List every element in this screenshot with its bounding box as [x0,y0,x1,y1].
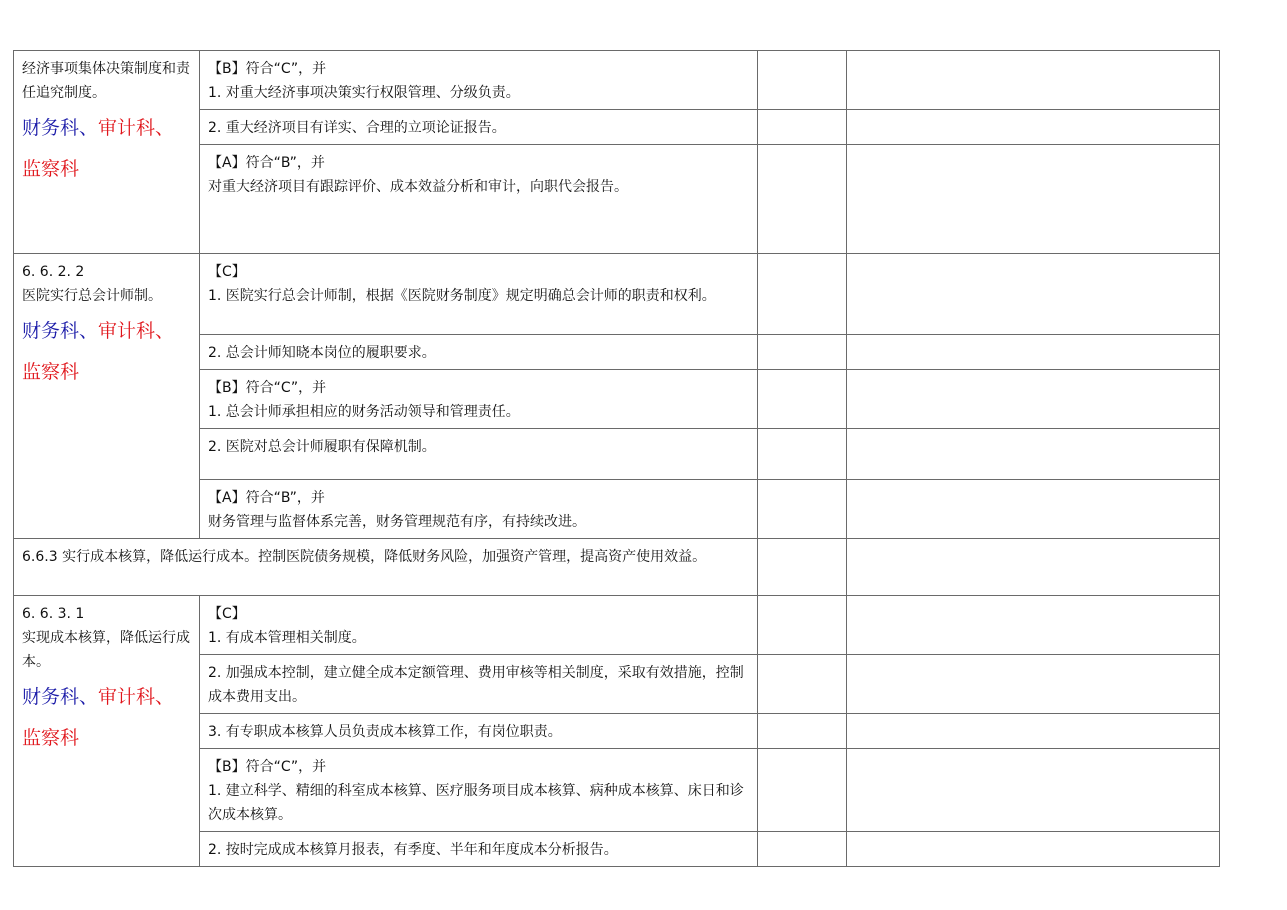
criteria-line: 【B】符合“C”，并 [208,380,327,396]
remark-cell [847,370,1220,429]
department-label [22,308,191,355]
criteria-cell [200,596,758,655]
dept-finance: 财务科、 [22,320,99,342]
score-cell [758,714,847,749]
criteria-line: 【B】符合“C”，并 [208,61,327,77]
table-row [14,596,1220,655]
score-cell [758,335,847,370]
criteria-line: 2. 重大经济项目有详实、合理的立项论证报告。 [208,120,506,136]
score-cell [758,596,847,655]
remark-cell [847,145,1220,254]
item-code: 6. 6. 3. 1 [22,606,85,622]
dept-audit: 审计科、 [98,320,175,342]
remark-cell [847,539,1220,596]
item-cell [14,254,200,539]
dept-audit: 审计科、 [98,686,175,708]
dept-finance: 财务科、 [22,117,99,139]
item-code: 6. 6. 2. 2 [22,264,85,280]
remark-cell [847,110,1220,145]
criteria-line: 对重大经济项目有跟踪评价、成本效益分析和审计，向职代会报告。 [208,179,628,195]
remark-cell [847,254,1220,335]
remark-cell [847,749,1220,832]
item-cell [14,596,200,867]
score-cell [758,832,847,867]
table-row [14,51,1220,110]
score-cell [758,429,847,480]
criteria-line: 2. 加强成本控制，建立健全成本定额管理、费用审核等相关制度，采取有效措施，控制成本费用支出。 [208,665,744,705]
item-text: 经济事项集体决策制度和责任追究制度。 [22,61,190,101]
score-cell [758,145,847,254]
score-cell [758,51,847,110]
score-cell [758,539,847,596]
score-cell [758,749,847,832]
criteria-line: 2. 医院对总会计师履职有保障机制。 [208,439,436,455]
criteria-line: 财务管理与监督体系完善，财务管理规范有序，有持续改进。 [208,514,586,530]
remark-cell [847,596,1220,655]
criteria-cell [200,110,758,145]
criteria-line: 3. 有专职成本核算人员负责成本核算工作，有岗位职责。 [208,724,562,740]
criteria-line: 【A】符合“B”，并 [208,155,325,171]
remark-cell [847,832,1220,867]
score-cell [758,110,847,145]
dept-audit: 审计科、 [98,117,175,139]
criteria-line: 【B】符合“C”，并 [208,759,327,775]
criteria-line: 1. 总会计师承担相应的财务活动领导和管理责任。 [208,404,520,420]
score-cell [758,655,847,714]
item-cell [14,51,200,254]
dept-supervision: 监察科 [22,158,80,180]
remark-cell [847,714,1220,749]
dept-supervision: 监察科 [22,727,80,749]
criteria-cell [200,480,758,539]
remark-cell [847,480,1220,539]
score-cell [758,480,847,539]
section-header: 6.6.3 实行成本核算，降低运行成本。控制医院债务规模，降低财务风险，加强资产管理，提高资产使用效益。 [14,539,758,596]
item-text: 实现成本核算，降低运行成本。 [22,630,190,670]
criteria-cell [200,51,758,110]
standards-table [13,50,1220,867]
criteria-line: 【A】符合“B”，并 [208,490,325,506]
criteria-cell [200,254,758,335]
criteria-line: 2. 按时完成成本核算月报表，有季度、半年和年度成本分析报告。 [208,842,618,858]
item-text: 医院实行总会计师制。 [22,288,162,304]
criteria-cell [200,145,758,254]
criteria-line: 1. 医院实行总会计师制，根据《医院财务制度》规定明确总会计师的职责和权利。 [208,288,716,304]
criteria-cell [200,749,758,832]
remark-cell [847,429,1220,480]
department-label [22,105,191,152]
score-cell [758,370,847,429]
criteria-cell [200,335,758,370]
criteria-cell [200,429,758,480]
criteria-cell [200,370,758,429]
remark-cell [847,655,1220,714]
table-row [14,539,1220,596]
criteria-cell [200,714,758,749]
criteria-cell [200,832,758,867]
criteria-line: 2. 总会计师知晓本岗位的履职要求。 [208,345,436,361]
score-cell [758,254,847,335]
criteria-line: 【C】 [208,606,246,622]
criteria-line: 1. 有成本管理相关制度。 [208,630,366,646]
criteria-line: 1. 对重大经济事项决策实行权限管理、分级负责。 [208,85,520,101]
criteria-cell [200,655,758,714]
criteria-line: 【C】 [208,264,246,280]
dept-finance: 财务科、 [22,686,99,708]
table-row [14,254,1220,335]
remark-cell [847,335,1220,370]
dept-supervision: 监察科 [22,361,80,383]
remark-cell [847,51,1220,110]
criteria-line: 1. 建立科学、精细的科室成本核算、医疗服务项目成本核算、病种成本核算、床日和诊次成本核算。 [208,783,744,823]
department-label [22,674,191,721]
